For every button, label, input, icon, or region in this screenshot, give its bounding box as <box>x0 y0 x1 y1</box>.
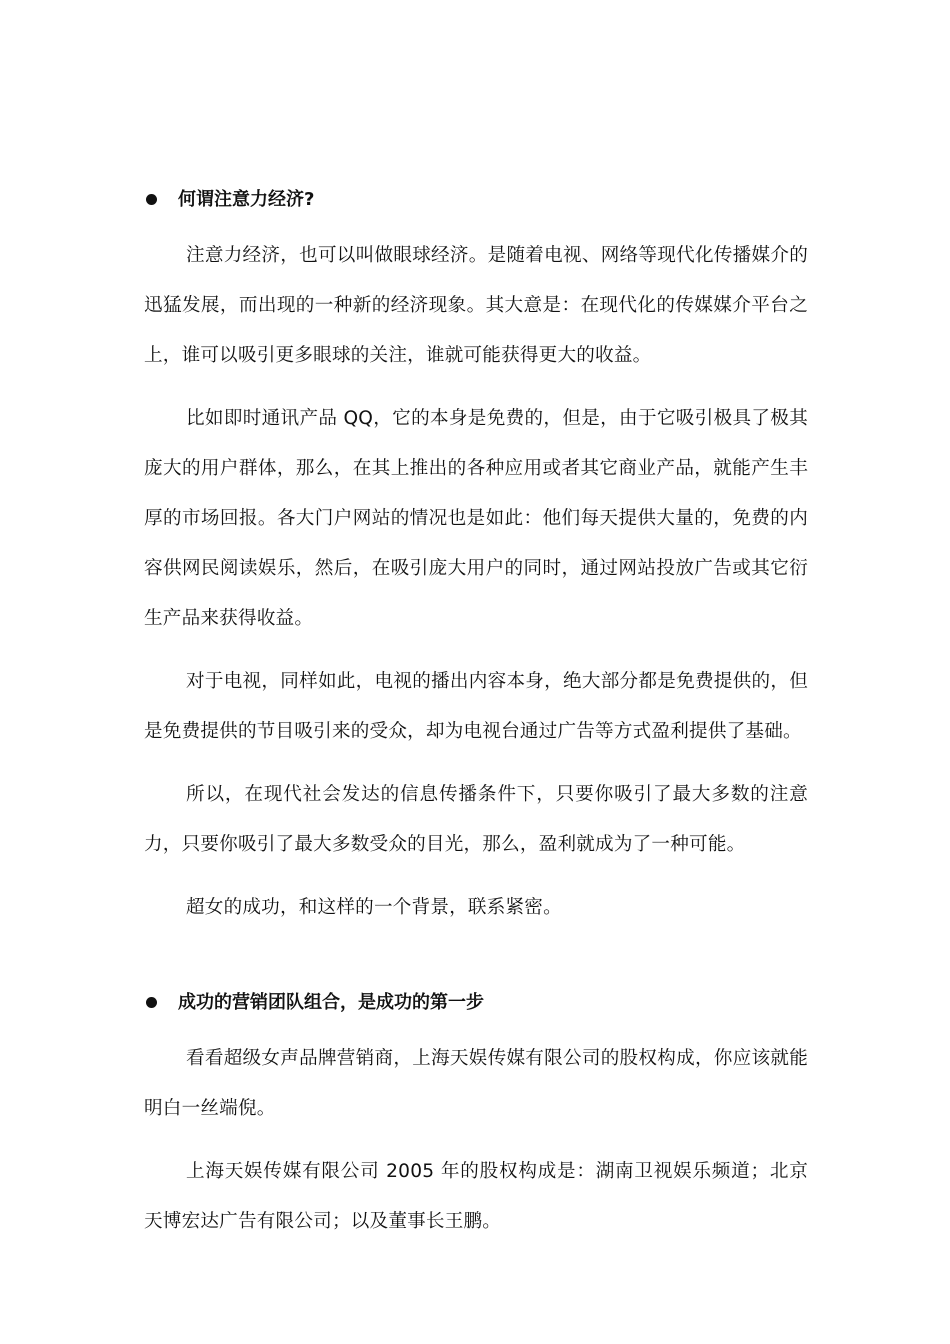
paragraph: 对于电视，同样如此，电视的播出内容本身，绝大部分都是免费提供的，但是免费提供的节目吸引来的受众，却为电视台通过广告等方式盈利提供了基础。 <box>144 671 808 742</box>
section-heading-text: 成功的营销团队组合，是成功的第一步 <box>178 992 484 1013</box>
section-heading-text: 何谓注意力经济? <box>178 189 315 210</box>
section-heading <box>144 985 808 1021</box>
paragraph: 看看超级女声品牌营销商，上海天娱传媒有限公司的股权构成，你应该就能明白一丝端倪。 <box>144 1048 808 1119</box>
paragraph: 上海天娱传媒有限公司 2005 年的股权构成是：湖南卫视娱乐频道；北京天博宏达广告有限公司；以及董事长王鹏。 <box>144 1161 808 1232</box>
paragraph: 所以，在现代社会发达的信息传播条件下，只要你吸引了最大多数的注意力，只要你吸引了最大多数受众的目光，那么，盈利就成为了一种可能。 <box>144 784 808 855</box>
document-content <box>144 182 808 1247</box>
section-attention-economy <box>144 182 808 933</box>
bullet-icon <box>146 194 157 205</box>
bullet-icon <box>146 997 157 1008</box>
paragraph: 超女的成功，和这样的一个背景，联系紧密。 <box>186 897 562 918</box>
paragraph: 注意力经济，也可以叫做眼球经济。是随着电视、网络等现代化传播媒介的迅猛发展，而出现的一种新的经济现象。其大意是：在现代化的传媒媒介平台之上，谁可以吸引更多眼球的关注，谁就可能获得更大的收益。 <box>144 245 808 366</box>
section-spacer <box>144 933 808 985</box>
paragraph: 比如即时通讯产品 QQ，它的本身是免费的，但是，由于它吸引极具了极其庞大的用户群体，那么，在其上推出的各种应用或者其它商业产品，就能产生丰厚的市场回报。各大门户网站的情况也是如此：他们每天提供大量的，免费的内容供网民阅读娱乐，然后，在吸引庞大用户的同时，通过网站投放广告或其它衍生产品来获得收益。 <box>144 408 808 629</box>
section-marketing-team <box>144 985 808 1247</box>
section-heading <box>144 182 808 218</box>
